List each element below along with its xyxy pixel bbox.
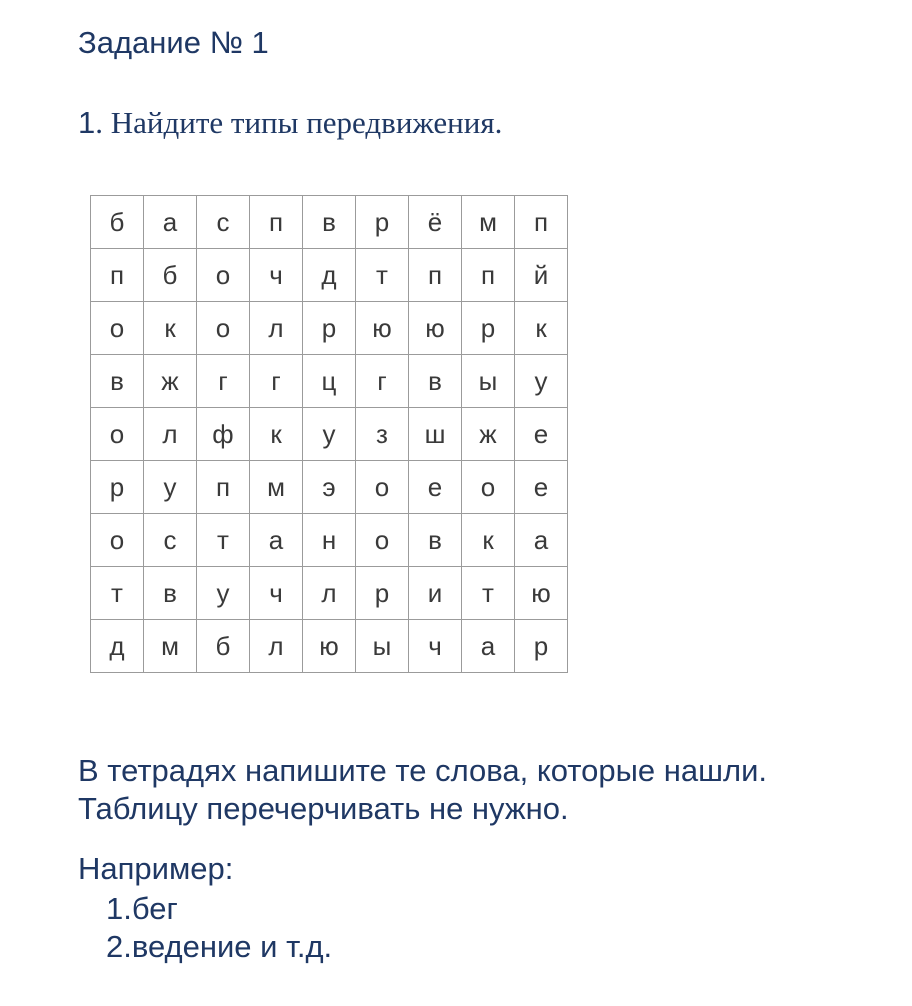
grid-cell: т [356, 249, 409, 302]
grid-cell: ю [409, 302, 462, 355]
grid-cell: п [515, 196, 568, 249]
grid-cell: ю [356, 302, 409, 355]
grid-cell: л [250, 302, 303, 355]
grid-cell: ы [356, 620, 409, 673]
grid-cell: т [462, 567, 515, 620]
task-title: Задание № 1 [78, 25, 269, 60]
grid-cell: к [515, 302, 568, 355]
grid-cell: о [356, 514, 409, 567]
grid-cell: л [250, 620, 303, 673]
grid-cell: у [515, 355, 568, 408]
word-search-grid [90, 195, 568, 673]
grid-cell: з [356, 408, 409, 461]
grid-cell: с [144, 514, 197, 567]
grid-cell: ф [197, 408, 250, 461]
grid-cell: у [197, 567, 250, 620]
grid-cell: р [515, 620, 568, 673]
grid-cell: в [144, 567, 197, 620]
grid-row [91, 302, 568, 355]
grid-cell: р [462, 302, 515, 355]
grid-cell: м [144, 620, 197, 673]
grid-cell: ж [144, 355, 197, 408]
grid-cell: м [462, 196, 515, 249]
grid-cell: о [91, 514, 144, 567]
instructions-line-2: Таблицу перечерчивать не нужно. [78, 791, 569, 826]
grid-cell: ё [409, 196, 462, 249]
grid-cell: п [250, 196, 303, 249]
grid-cell: ч [409, 620, 462, 673]
grid-cell: о [356, 461, 409, 514]
grid-cell: т [197, 514, 250, 567]
instructions-line-1: В тетрадях напишите те слова, которые нашли. [78, 753, 768, 788]
instructions [78, 752, 767, 828]
grid-row [91, 196, 568, 249]
grid-cell: с [197, 196, 250, 249]
grid-cell: б [197, 620, 250, 673]
grid-cell: ж [462, 408, 515, 461]
grid-cell: ч [250, 249, 303, 302]
grid-row [91, 408, 568, 461]
grid-cell: е [515, 461, 568, 514]
grid-cell: п [91, 249, 144, 302]
grid-cell: т [91, 567, 144, 620]
task-number: 1 [78, 105, 96, 140]
grid-cell: р [356, 567, 409, 620]
example-label: Например: [78, 851, 234, 886]
grid-cell: ю [515, 567, 568, 620]
grid-cell: ч [250, 567, 303, 620]
grid-cell: р [303, 302, 356, 355]
grid-cell: р [356, 196, 409, 249]
grid-cell: ы [462, 355, 515, 408]
grid-cell: д [91, 620, 144, 673]
grid-row [91, 461, 568, 514]
grid-cell: ю [303, 620, 356, 673]
grid-row [91, 620, 568, 673]
grid-cell: л [144, 408, 197, 461]
grid-cell: е [409, 461, 462, 514]
task-prompt [78, 104, 502, 142]
grid-row [91, 249, 568, 302]
grid-cell: а [515, 514, 568, 567]
grid-cell: а [462, 620, 515, 673]
grid-cell: и [409, 567, 462, 620]
grid-cell: е [515, 408, 568, 461]
grid-cell: в [409, 355, 462, 408]
example-item: 1.бег [106, 891, 178, 926]
grid-cell: ц [303, 355, 356, 408]
grid-cell: м [250, 461, 303, 514]
grid-cell: о [91, 408, 144, 461]
grid-cell: д [303, 249, 356, 302]
example-item: 2.ведение и т.д. [106, 929, 333, 964]
grid-cell: п [462, 249, 515, 302]
grid-cell: й [515, 249, 568, 302]
grid-cell: ш [409, 408, 462, 461]
grid-cell: у [303, 408, 356, 461]
grid-cell: г [197, 355, 250, 408]
task-text: . Найдите типы передвижения. [95, 105, 503, 140]
grid-cell: р [91, 461, 144, 514]
grid-cell: п [197, 461, 250, 514]
grid-cell: в [303, 196, 356, 249]
grid-cell: п [409, 249, 462, 302]
grid-cell: о [91, 302, 144, 355]
grid-cell: у [144, 461, 197, 514]
grid-row [91, 514, 568, 567]
grid-cell: г [250, 355, 303, 408]
grid-cell: к [250, 408, 303, 461]
grid-cell: к [462, 514, 515, 567]
grid-cell: о [197, 302, 250, 355]
grid-cell: в [91, 355, 144, 408]
grid-cell: н [303, 514, 356, 567]
grid-cell: к [144, 302, 197, 355]
grid-row [91, 567, 568, 620]
grid-cell: в [409, 514, 462, 567]
grid-cell: б [144, 249, 197, 302]
grid-row [91, 355, 568, 408]
example-list [106, 890, 332, 966]
grid-cell: о [462, 461, 515, 514]
grid-cell: о [197, 249, 250, 302]
grid-cell: г [356, 355, 409, 408]
grid-cell: а [250, 514, 303, 567]
grid-cell: а [144, 196, 197, 249]
grid-cell: л [303, 567, 356, 620]
grid-cell: б [91, 196, 144, 249]
grid-cell: э [303, 461, 356, 514]
